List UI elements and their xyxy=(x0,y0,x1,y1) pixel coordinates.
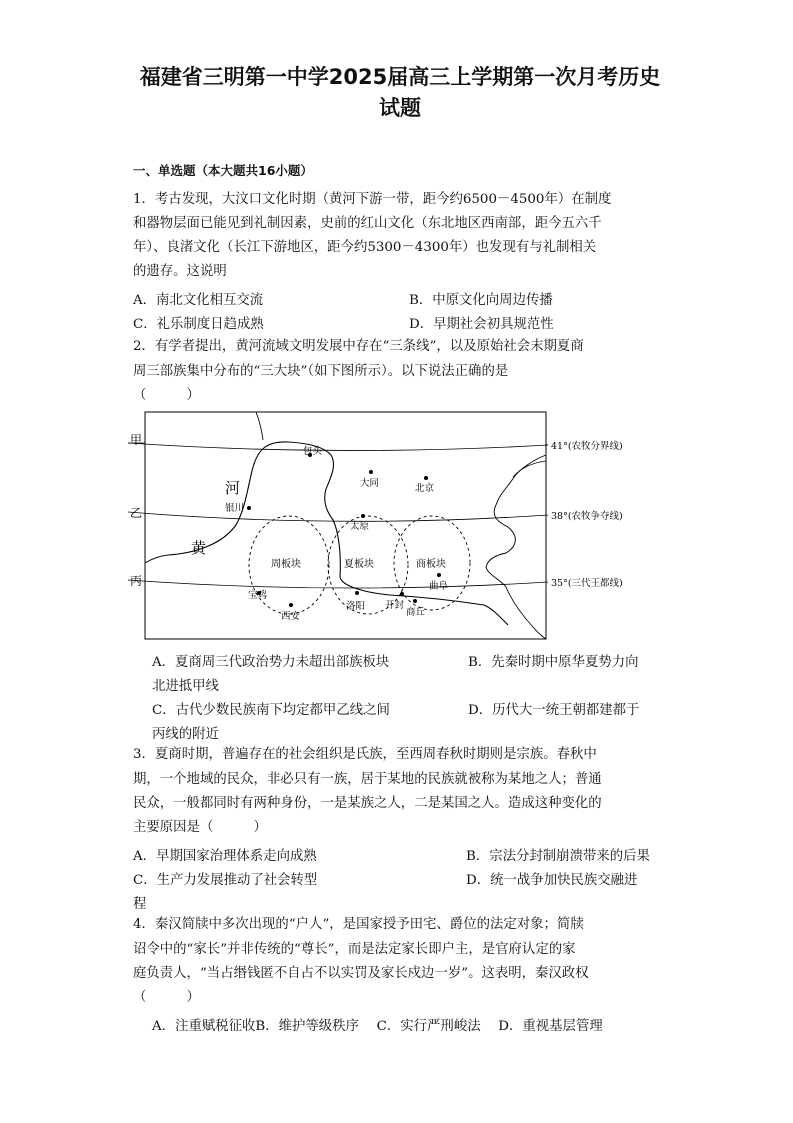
q3-option-d[interactable]: D．统一战争加快民族交融进 xyxy=(466,873,638,888)
q2-stem-line: （ ） xyxy=(133,388,200,403)
q3-option-b[interactable]: B．宗法分封制崩溃带来的后果 xyxy=(466,849,650,864)
label-yi: 乙 xyxy=(130,506,143,520)
q3-stem-line: 民众，一般都同时有两种身份，一是某族之人，二是某国之人。造成这种变化的 xyxy=(133,796,602,811)
city-yinchuan: 银川 xyxy=(225,503,245,514)
q4-stem-line: 诏令中的“家长”并非传统的“尊长”，而是法定家长即户主，是官府认定的家 xyxy=(133,942,576,957)
line-41 xyxy=(128,443,548,451)
page-title xyxy=(130,62,670,124)
q4-stem-line: （ ） xyxy=(133,990,200,1005)
q2-option-c[interactable]: C．古代少数民族南下均定都甲乙线之间 xyxy=(152,703,390,718)
q2-option-a[interactable]: A．夏商周三代政治势力未超出部族板块 xyxy=(152,655,390,670)
city-shangqiu: 商丘 xyxy=(406,607,426,618)
city-qufu: 曲阜 xyxy=(429,581,449,592)
section-heading: 一、单选题（本大题共16小题） xyxy=(133,163,313,178)
q2-stem-line: 2．有学者提出，黄河流域文明发展中存在“三条线”，以及原始社会末期夏商 xyxy=(133,339,584,354)
q4-stem-line: 4．秦汉简牍中多次出现的“户人”，是国家授予田宅、爵位的法定对象；简牍 xyxy=(133,917,584,932)
label-zhou-block: 周板块 xyxy=(271,559,301,570)
label-41: 41°(农牧分界线) xyxy=(551,441,623,452)
city-taiyuan: 太原 xyxy=(350,521,370,532)
q3-option-c[interactable]: C．生产力发展推动了社会转型 xyxy=(133,873,318,888)
q1-stem-line: 年）、良渚文化（长江下游地区，距今约5300－4300年）也发现有与礼制相关 xyxy=(133,240,597,255)
label-jia: 甲 xyxy=(130,433,143,447)
city-xian: 西安 xyxy=(281,611,301,622)
q2-option-b-cont: 北进抵甲线 xyxy=(152,679,219,694)
yellow-river xyxy=(168,442,508,625)
q1-option-d[interactable]: D．早期社会初具规范性 xyxy=(409,317,554,332)
line-35 xyxy=(128,580,548,588)
q2-option-d-cont: 丙线的附近 xyxy=(152,727,219,742)
q1-option-b[interactable]: B．中原文化向周边传播 xyxy=(409,293,553,308)
q3-stem-line: 期，一个地域的民众，非必只有一族，居于某地的民族就被称为某地之人；普通 xyxy=(133,772,602,787)
q2-stem-line: 周三部族集中分布的“三大块”（如下图所示）。以下说法正确的是 xyxy=(133,364,509,379)
q4-stem-line: 庭负责人，“当占缗钱匿不自占不以实罚及家长戍边一岁”。这表明，秦汉政权 xyxy=(133,966,589,981)
city-luoyang: 洛阳 xyxy=(346,601,366,612)
label-xia-block: 夏板块 xyxy=(344,559,374,570)
label-he: 河 xyxy=(225,479,241,497)
title-line-2: 试题 xyxy=(379,96,421,120)
city-markers xyxy=(247,453,441,607)
city-baoji: 宝鸡 xyxy=(248,590,268,601)
q4-options[interactable]: A．注重赋税征收B．维护等级秩序 C．实行严刑峻法 D．重视基层管理 xyxy=(152,1019,603,1034)
city-kaifeng: 开封 xyxy=(385,600,405,611)
line-38 xyxy=(128,512,548,521)
q1-option-a[interactable]: A．南北文化相互交流 xyxy=(133,293,264,308)
q3-stem-line: 3．夏商时期，普遍存在的社会组织是氏族，至西周春秋时期则是宗族。春秋中 xyxy=(133,747,597,762)
label-35: 35°(三代王都线) xyxy=(551,578,623,589)
city-datong: 大同 xyxy=(360,478,380,489)
three-lines-map xyxy=(128,405,668,645)
q3-option-d-cont: 程 xyxy=(133,897,147,912)
label-38: 38°(农牧争夺线) xyxy=(551,511,623,522)
q1-option-c[interactable]: C．礼乐制度日趋成熟 xyxy=(133,317,264,332)
coastline xyxy=(486,455,546,639)
q3-stem-line: 主要原因是（ ） xyxy=(133,820,267,835)
q3-option-a[interactable]: A．早期国家治理体系走向成熟 xyxy=(133,849,317,864)
city-beijing: 北京 xyxy=(415,483,435,494)
city-baotou: 包头 xyxy=(303,446,323,457)
q1-stem-line: 1．考古发现，大汶口文化时期（黄河下游一带，距今约6500－4500年）在制度 xyxy=(133,192,612,207)
label-shang-block: 商板块 xyxy=(416,559,446,570)
label-huang: 黄 xyxy=(191,539,207,557)
q1-stem-line: 的遗存。这说明 xyxy=(133,264,227,279)
title-line-1: 福建省三明第一中学2025届高三上学期第一次月考历史 xyxy=(139,65,661,89)
q1-stem-line: 和器物层面已能见到礼制因素，史前的红山文化（东北地区西南部，距今五六千 xyxy=(133,216,602,231)
q2-option-b[interactable]: B．先秦时期中原华夏势力向 xyxy=(468,655,639,670)
label-bing: 丙 xyxy=(130,574,143,588)
q2-option-d[interactable]: D．历代大一统王朝都建都于 xyxy=(468,703,640,718)
